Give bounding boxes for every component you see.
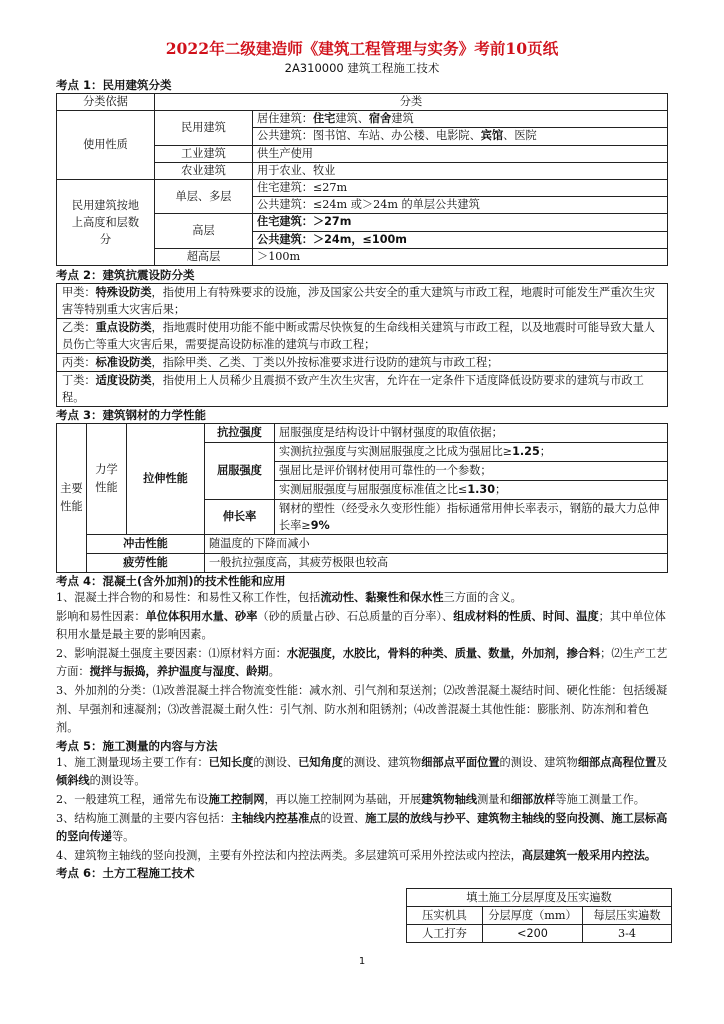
impact-cell: 冲击性能 bbox=[87, 535, 205, 554]
kd3-heading: 考点 3：建筑钢材的力学性能 bbox=[56, 408, 207, 423]
agri-desc: 用于农业、牧业 bbox=[253, 162, 668, 179]
compaction-col3: 每层压实遍数 bbox=[583, 907, 672, 925]
col-class: 分类 bbox=[155, 94, 668, 111]
kd4-heading: 考点 4：混凝土(含外加剂)的技术性能和应用 bbox=[56, 574, 286, 589]
agri-cell: 农业建筑 bbox=[155, 162, 253, 179]
industrial-cell: 工业建筑 bbox=[155, 145, 253, 162]
compaction-r1c2: <200 bbox=[483, 925, 583, 943]
steel-desc-1: 屈服强度是结构设计中钢材强度的取值依据； bbox=[275, 424, 668, 443]
kd4-para-2: 影响和易性因素：单位体积用水量、砂率（砂的质量占砂、石总质量的百分率）、组成材料的性质、时间、温度；其中单位体积用水量是最主要的影响因素。 bbox=[56, 609, 666, 642]
seismic-class-a: 甲类：特殊设防类，指使用上有特殊要求的设施，涉及国家公共安全的重大建筑与市政工程，地震时可能发生严重次生灾害等特别重大灾害后果； bbox=[57, 284, 668, 319]
compaction-caption: 填土施工分层厚度及压实遍数 bbox=[407, 889, 672, 907]
kd5-para-4: 4、建筑物主轴线的竖向投测，主要有外控法和内控法两类。多层建筑可采用外控法或内控法，高层建筑一般采用内控法。 bbox=[56, 848, 657, 862]
fatigue-cell: 疲劳性能 bbox=[87, 554, 205, 573]
document-title: 2022年二级建造师《建筑工程管理与实务》考前10页纸 bbox=[165, 39, 559, 58]
kd4-para-3: 2、影响混凝土强度主要因素：⑴原材料方面：水泥强度，水胶比，骨料的种类、质量、数量，外加剂，掺合料；⑵生产工艺方面：搅拌与振捣，养护温度与湿度、龄期。 bbox=[56, 646, 668, 679]
steel-desc-3: 强屈比是评价钢材使用可靠性的一个参数； bbox=[275, 462, 668, 481]
kd2-heading: 考点 2：建筑抗震设防分类 bbox=[56, 268, 195, 283]
compaction-col2: 分层厚度（mm） bbox=[483, 907, 583, 925]
kd5-para-1: 1、施工测量现场主要工作有：已知长度的测设、已知角度的测设、建筑物细部点平面位置的测设、建筑物细部点高程位置及倾斜线的测设等。 bbox=[56, 755, 668, 788]
seismic-class-d: 丁类：适度设防类，指使用上人员稀少且震损不致产生次生灾害，允许在一定条件下适度降低设防要求的建筑与市政工程。 bbox=[57, 372, 668, 407]
kd5-para-3: 3、结构施工测量的主要内容包括：主轴线内控基准点的设置、施工层的放线与抄平、建筑物主轴线的竖向投测、施工层标高的竖向传递等。 bbox=[56, 811, 668, 844]
high-pub: 公共建筑：＞24m，≤100m bbox=[253, 231, 668, 248]
seismic-class-b: 乙类：重点设防类，指地震时使用功能不能中断或需尽快恢复的生命线相关建筑与市政工程，以及地震时可能导致大量人员伤亡等重大灾害后果，需要提高设防标准的建筑与市政工程； bbox=[57, 319, 668, 354]
steel-desc-4: 实测屈服强度与屈服强度标准值之比≤1.30； bbox=[275, 481, 668, 500]
public-cell: 公共建筑：图书馆、车站、办公楼、电影院、宾馆、医院 bbox=[253, 128, 668, 145]
use-nature-cell: 使用性质 bbox=[57, 111, 155, 180]
t-strength-cell: 抗拉强度 bbox=[205, 424, 275, 443]
main-perf-cell: 主要性能 bbox=[57, 424, 87, 573]
seismic-table bbox=[56, 283, 668, 407]
compaction-table bbox=[406, 888, 672, 943]
kd4-para-4: 3、外加剂的分类：⑴改善混凝土拌合物流变性能：减水剂、引气剂和泵送剂；⑵改善混凝土凝结时间、硬化性能：包括缓凝剂、早强剂和速凝剂；⑶改善混凝土耐久性：引气剂、防水剂和阻锈剂；⑷改善混凝土其他性能：膨胀剂、防冻剂和着色剂。 bbox=[56, 684, 668, 735]
high-cell: 高层 bbox=[155, 214, 253, 248]
low-res: 住宅建筑：≤27m bbox=[253, 180, 668, 197]
kd5-para-2: 2、一般建筑工程，通常先布设施工控制网，再以施工控制网为基础，开展建筑物轴线测量和细部放样等施工测量工作。 bbox=[56, 792, 645, 806]
residential-cell: 居住建筑：住宅建筑、宿舍建筑 bbox=[253, 111, 668, 128]
steel-desc-2: 实测抗拉强度与实测屈服强度之比成为强屈比≥1.25； bbox=[275, 443, 668, 462]
height-basis-cell: 民用建筑按地上高度和层数分 bbox=[57, 180, 155, 266]
steel-desc-5: 钢材的塑性（经受永久变形性能）指标通常用伸长率表示，钢筋的最大力总伸长率≥9% bbox=[275, 500, 668, 535]
low-pub: 公共建筑：≤24m 或＞24m 的单层公共建筑 bbox=[253, 197, 668, 214]
mech-perf-cell: 力学性能 bbox=[87, 424, 127, 535]
col-basis: 分类依据 bbox=[57, 94, 155, 111]
kd1-heading: 考点 1：民用建筑分类 bbox=[56, 78, 172, 92]
compaction-r1c3: 3-4 bbox=[583, 925, 672, 943]
yield-cell: 屈服强度 bbox=[205, 443, 275, 500]
steel-table bbox=[56, 423, 668, 573]
elong-cell: 伸长率 bbox=[205, 500, 275, 535]
super-desc: ＞100m bbox=[253, 248, 668, 265]
kd6-heading: 考点 6：土方工程施工技术 bbox=[56, 866, 195, 881]
kd5-heading: 考点 5：施工测量的内容与方法 bbox=[56, 738, 218, 753]
seismic-class-c: 丙类：标准设防类，指除甲类、乙类、丁类以外按标准要求进行设防的建筑与市政工程； bbox=[57, 354, 668, 372]
page-number: 1 bbox=[358, 956, 366, 967]
industrial-desc: 供生产使用 bbox=[253, 145, 668, 162]
compaction-col1: 压实机具 bbox=[407, 907, 483, 925]
high-res: 住宅建筑：＞27m bbox=[253, 214, 668, 231]
steel-desc-7: 一般抗拉强度高，其疲劳极限也较高 bbox=[205, 554, 668, 573]
super-cell: 超高层 bbox=[155, 248, 253, 265]
kd4-para-1: 1、混凝土拌合物的和易性：和易性又称工作性，包括流动性、黏聚性和保水性三方面的含义。 bbox=[56, 591, 522, 605]
document-subtitle: 2A310000 建筑工程施工技术 bbox=[284, 61, 440, 75]
tensile-cell: 拉伸性能 bbox=[127, 424, 205, 535]
civil-cell: 民用建筑 bbox=[155, 111, 253, 145]
steel-desc-6: 随温度的下降而减小 bbox=[205, 535, 668, 554]
civil-building-table bbox=[56, 93, 668, 266]
compaction-r1c1: 人工打夯 bbox=[407, 925, 483, 943]
low-cell: 单层、多层 bbox=[155, 180, 253, 214]
